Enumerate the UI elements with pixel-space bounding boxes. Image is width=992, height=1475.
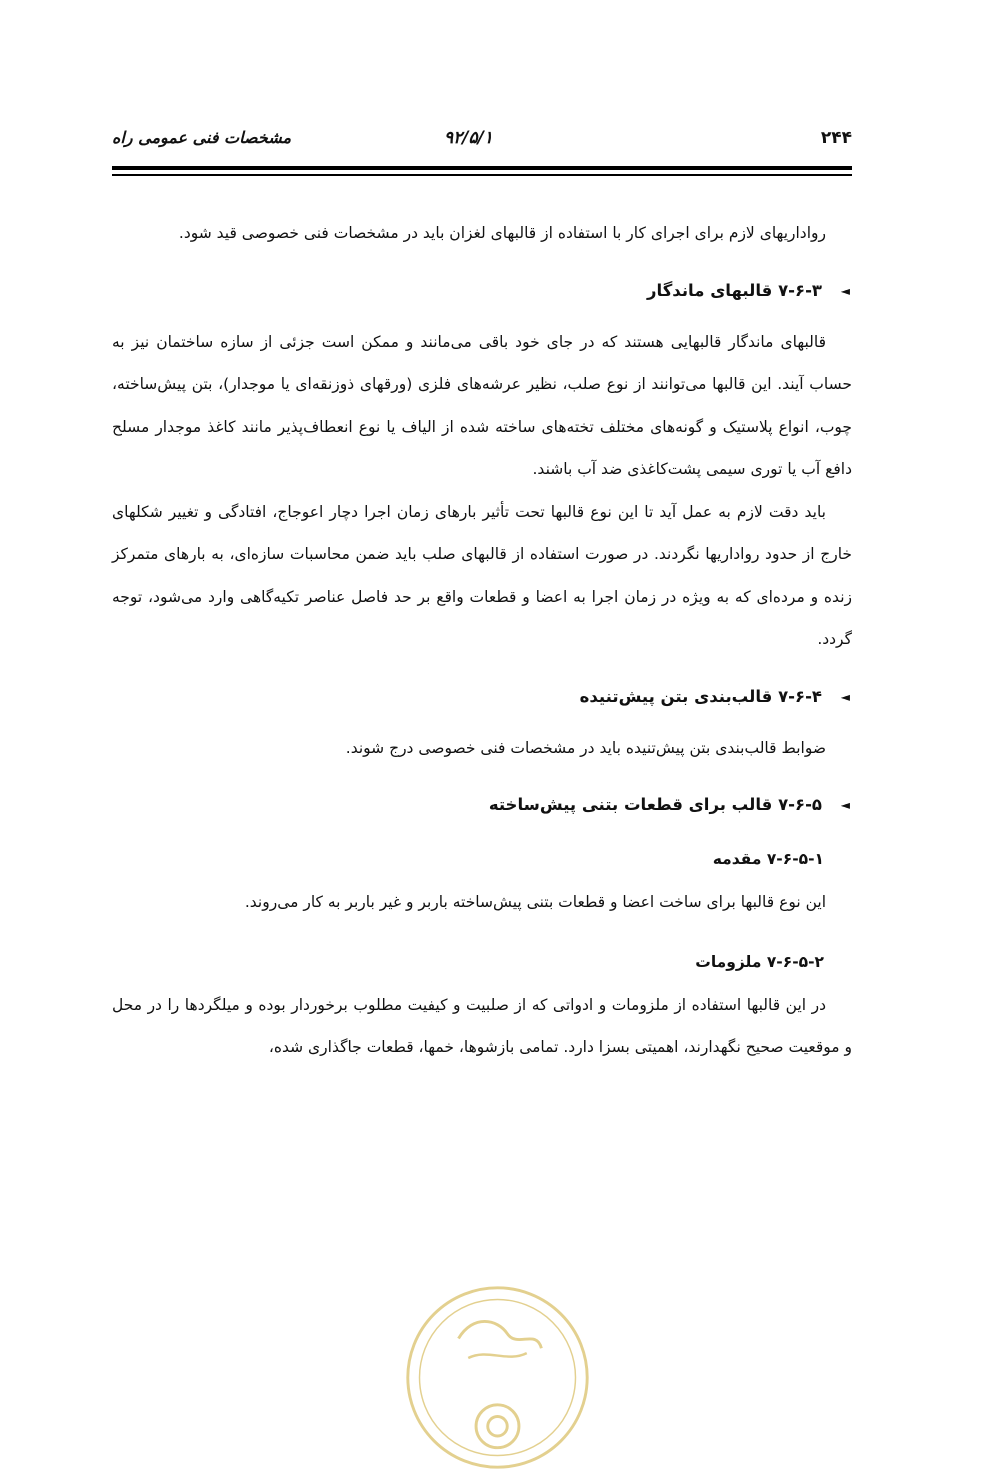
subsection-5-1-paragraph: این نوع قالبها برای ساخت اعضا و قطعات بتنی پیش‌ساخته باربر و غیر باربر به کار می‌روند. (244, 893, 826, 911)
seal-watermark-icon (400, 1280, 595, 1475)
document-title: مشخصات فنی عمومی راه (112, 128, 292, 147)
page-content (112, 212, 852, 1069)
subsection-heading-5-1: ۷-۶-۵-۱ مقدمه (712, 850, 824, 868)
section-3-paragraph-1: قالبهای ماندگار قالبهایی هستند که در جای خود باقی می‌مانند و ممکن است جزئی از سازه ساختمان نیز به حساب آیند. این قالبها می‌توانند از نوع صلب، نظیر عرشه‌های فلزی (ورقهای ذوزنقه‌ای یا موجدار)، بتن پیش‌ساخته، چوب، انواع پلاستیک و گونه‌های مختلف تخته‌های ساخته شده از الیاف یا نوع انعطاف‌پذیر مانند کاغذ موجدار مسلح دافع آب یا توری سیمی پشت‌کاغذی ضد آب باشند. (112, 332, 852, 478)
running-header (112, 128, 852, 158)
section-4-paragraph: ضوابط قالب‌بندی بتن پیش‌تنیده باید در مشخصات فنی خصوصی درج شوند. (345, 738, 826, 757)
intro-paragraph: رواداریهای لازم برای اجرای کار با استفاده از قالبهای لغزان باید در مشخصات فنی خصوصی قید شود. (178, 224, 826, 242)
subsection-5-2-paragraph: در این قالبها استفاده از ملزومات و ادواتی که از صلبیت و کیفیت مطلوب برخوردار بوده و میلگردها را در محل و موقعیت صحیح نگهدارند، اهمیتی بسزا دارد. تمامی بازشوها، خمها، قطعات جاگذاری شده، (112, 995, 852, 1056)
document-page (112, 0, 852, 1388)
header-rule-thick (112, 166, 852, 170)
subsection-heading-5-2: ۷-۶-۵-۲ ملزومات (695, 952, 824, 971)
section-title-4: ۷-۶-۴ قالب‌بندی بتن پیش‌تنیده (579, 686, 822, 706)
section-title-5: ۷-۶-۵ قالب برای قطعات بتنی پیش‌ساخته (488, 795, 822, 814)
section-heading-4 (112, 681, 852, 713)
section-marker-icon: ◄ (840, 689, 850, 704)
header-date: ۹۲/۵/۱ (444, 128, 493, 148)
section-marker-icon: ◄ (840, 283, 850, 298)
section-3-paragraph-2: باید دقت لازم به عمل آید تا این نوع قالبها تحت تأثیر بارهای زمان اجرا دچار اعوجاج، افتادگی و تغییر شکلهای خارج از حدود رواداریها نگردند. در صورت استفاده از قالبهای صلب باید ضمن محاسبات سازه‌ای، به بارهای متمرکز زنده و مرده‌ای که به ویژه در زمان اجرا به اعضا و قطعات واقع بر حد فاصل عناصر تکیه‌گاهی وارد می‌شود، توجه گردد. (112, 502, 852, 648)
header-rule-thin (112, 174, 852, 176)
page-number: ۲۴۴ (820, 128, 852, 148)
section-heading-3 (112, 275, 852, 307)
section-heading-5 (112, 789, 852, 821)
section-title-3: ۷-۶-۳ قالبهای ماندگار (647, 280, 822, 300)
section-marker-icon: ◄ (840, 798, 850, 812)
